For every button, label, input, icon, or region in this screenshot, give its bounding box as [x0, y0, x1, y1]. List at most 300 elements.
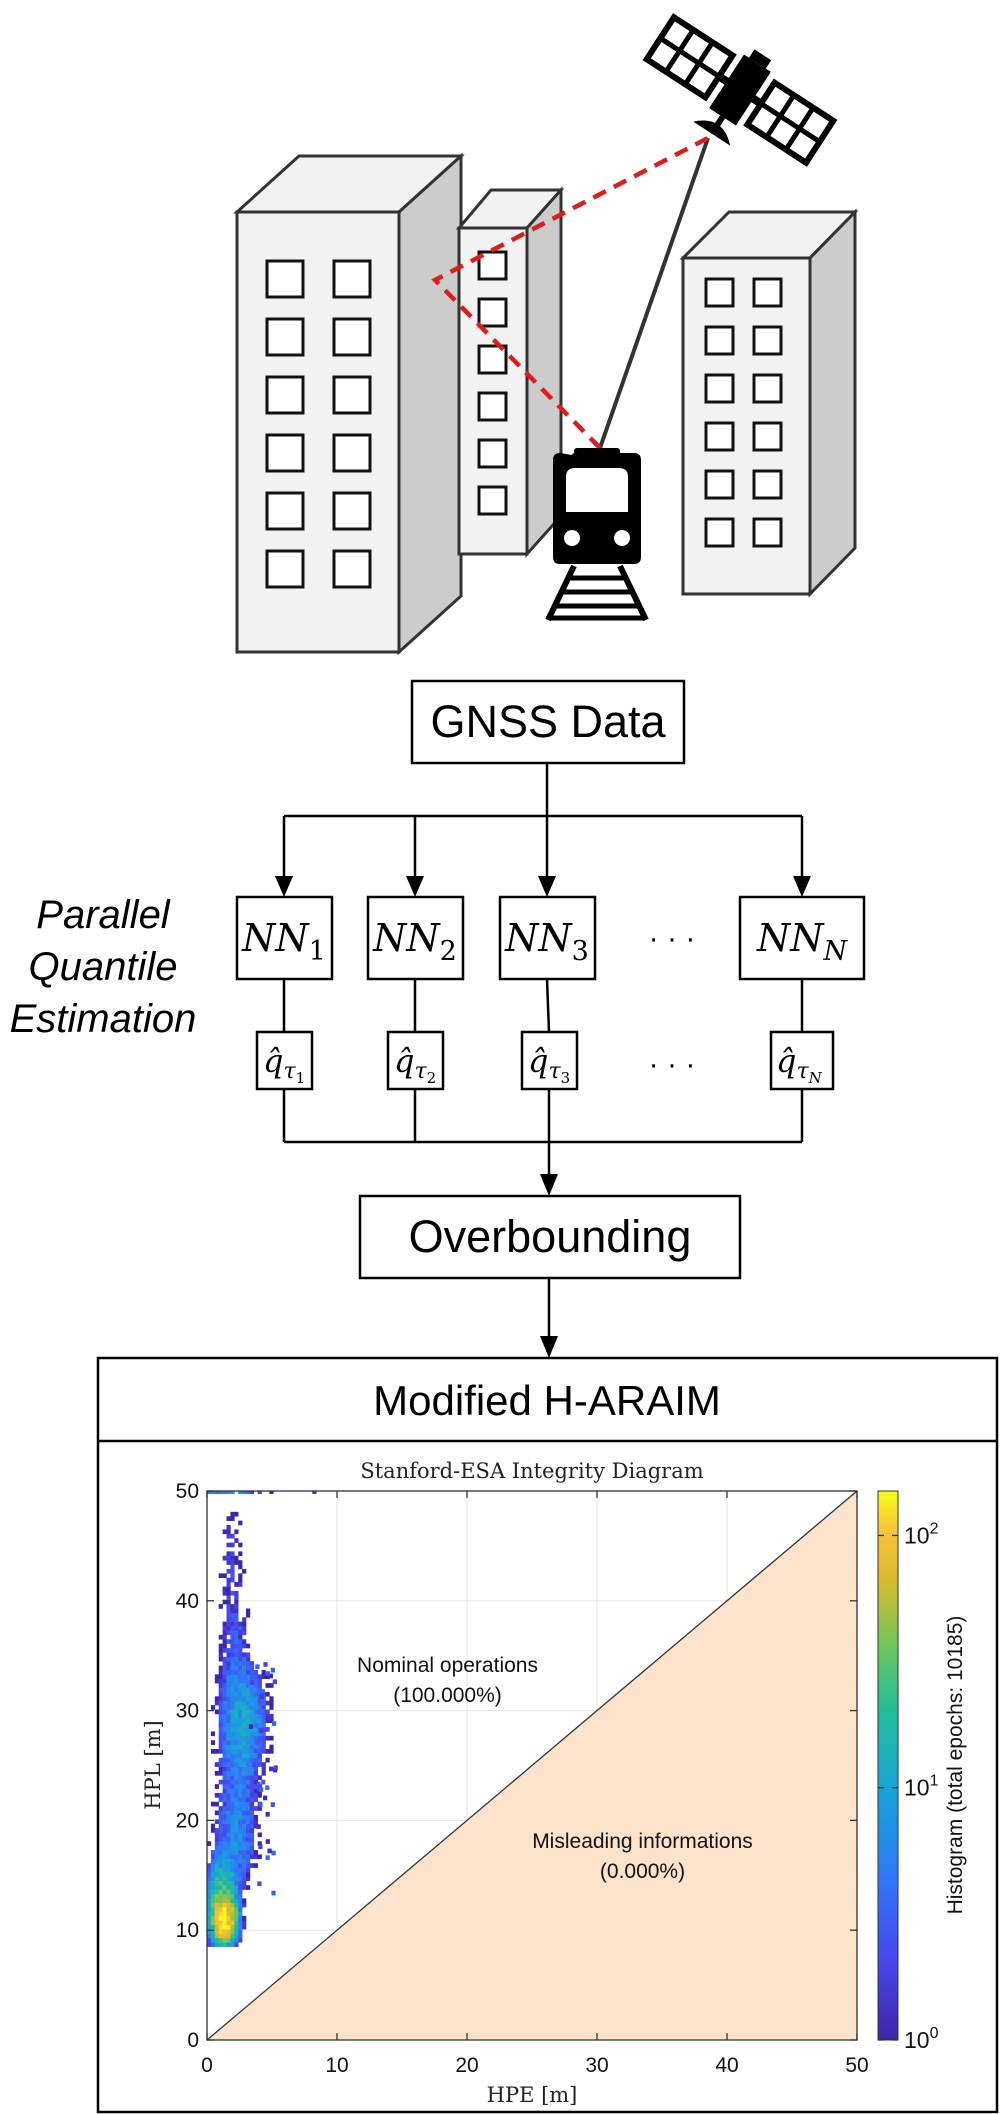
- density-cell: [223, 1688, 227, 1693]
- density-cell: [238, 1652, 242, 1657]
- density-cell: [238, 1841, 242, 1846]
- quantile-box-2: [388, 1032, 443, 1089]
- density-cell: [250, 1753, 254, 1758]
- density-cell: [234, 1802, 238, 1807]
- density-cell: [242, 1630, 246, 1635]
- density-cell: [215, 1837, 219, 1842]
- density-cell: [230, 1828, 234, 1833]
- density-cell: [254, 1753, 258, 1758]
- misleading-information-label: Misleading informations: [532, 1829, 753, 1853]
- density-cell: [227, 1551, 231, 1556]
- density-cell: [227, 1771, 231, 1776]
- density-cell: [211, 1749, 215, 1754]
- density-cell: [258, 1802, 262, 1807]
- x-axis-label: HPE [m]: [486, 2083, 578, 2107]
- density-cell: [223, 1731, 227, 1736]
- density-cell: [227, 1622, 231, 1627]
- side-label-line-2: Quantile: [28, 945, 178, 989]
- density-cell: [230, 1925, 234, 1930]
- density-cell: [242, 1806, 246, 1811]
- density-cell: [223, 1907, 227, 1912]
- density-cell: [250, 1692, 254, 1697]
- density-cell: [246, 1885, 250, 1890]
- density-cell: [234, 1925, 238, 1930]
- window-icon: [479, 440, 506, 467]
- colorbar: [878, 1491, 898, 2040]
- density-cell: [219, 1718, 223, 1723]
- density-cell: [246, 1688, 250, 1693]
- density-cell: [227, 1942, 231, 1947]
- density-cell: [219, 1863, 223, 1868]
- nominal-operations-percent: (100.000%): [393, 1684, 502, 1708]
- density-cell: [246, 1666, 250, 1671]
- density-cell: [242, 1710, 246, 1715]
- density-cell: [215, 1881, 219, 1886]
- density-cell: [234, 1846, 238, 1851]
- density-cell: [254, 1696, 258, 1701]
- density-cell: [234, 1512, 238, 1517]
- density-cell: [211, 1885, 215, 1890]
- density-cell: [238, 1753, 242, 1758]
- y-tick-label: 40: [175, 1589, 199, 1613]
- density-cell: [230, 1942, 234, 1947]
- density-cell: [254, 1767, 258, 1772]
- quantile-2-index: 2: [426, 1069, 437, 1087]
- density-cell: [258, 1753, 262, 1758]
- density-cell: [227, 1846, 231, 1851]
- density-cell: [254, 1688, 258, 1693]
- density-cell: [227, 1652, 231, 1657]
- density-cell: [262, 1767, 266, 1772]
- density-cell: [234, 1648, 238, 1653]
- density-cell: [227, 1534, 231, 1539]
- quantile-1-index: 1: [295, 1069, 306, 1087]
- density-cell: [238, 1639, 242, 1644]
- density-cell: [253, 1748, 257, 1753]
- density-cell: [234, 1767, 238, 1772]
- density-cell: [219, 1890, 223, 1895]
- overbounding-input-arrowhead: [540, 1174, 558, 1196]
- density-cell: [254, 1797, 258, 1802]
- density-cell: [258, 1674, 262, 1679]
- density-cell: [230, 1617, 234, 1622]
- density-cell: [227, 1793, 231, 1798]
- density-cell: [242, 1881, 246, 1886]
- density-cell: [242, 1925, 246, 1930]
- density-cell: [215, 1907, 219, 1912]
- density-cell: [242, 1666, 246, 1671]
- density-cell: [242, 1767, 246, 1772]
- density-cell: [223, 1846, 227, 1851]
- density-cell: [227, 1767, 231, 1772]
- quantile-1-tau: τ: [283, 1059, 296, 1084]
- window-icon: [267, 435, 303, 471]
- quantile-3-label: q̂: [528, 1042, 549, 1080]
- density-cell: [230, 1723, 234, 1728]
- density-cell: [258, 1758, 262, 1763]
- density-cell: [230, 1661, 234, 1666]
- density-cell: [219, 1745, 223, 1750]
- density-cell: [238, 1661, 242, 1666]
- density-cell: [266, 1692, 270, 1697]
- density-cell: [215, 1916, 219, 1921]
- density-cell: [234, 1560, 238, 1565]
- density-cell: [262, 1714, 266, 1719]
- density-cell: [242, 1854, 246, 1859]
- window-icon: [334, 319, 370, 355]
- density-cell: [223, 1780, 227, 1785]
- density-cell: [211, 1876, 215, 1881]
- density-cell: [267, 1849, 271, 1854]
- x-tick-label: 0: [201, 2054, 213, 2077]
- density-cell: [246, 1859, 250, 1864]
- density-cell: [227, 1556, 231, 1561]
- density-cell: [219, 1806, 223, 1811]
- density-cell: [238, 1688, 242, 1693]
- density-cell: [254, 1850, 258, 1855]
- window-icon: [479, 299, 506, 326]
- density-cell: [215, 1846, 219, 1851]
- building-middle-icon: [459, 190, 561, 554]
- density-cell: [250, 1661, 254, 1666]
- density-cell: [234, 1661, 238, 1666]
- density-cell: [242, 1811, 246, 1816]
- density-cell: [219, 1894, 223, 1899]
- density-cell: [258, 1762, 262, 1767]
- density-cell: [261, 1689, 265, 1694]
- density-cell: [262, 1674, 266, 1679]
- density-cell: [223, 1587, 227, 1592]
- network-3-label: NN: [505, 916, 572, 960]
- density-cell: [250, 1793, 254, 1798]
- density-cell: [234, 1701, 238, 1706]
- density-cell: [242, 1740, 246, 1745]
- density-cell: [211, 1802, 215, 1807]
- density-cell: [250, 1815, 254, 1820]
- quantile-3-tau: τ: [548, 1059, 561, 1084]
- density-cell: [250, 1701, 254, 1706]
- density-cell: [227, 1727, 231, 1732]
- density-cell: [230, 1912, 234, 1917]
- density-cell: [254, 1710, 258, 1715]
- density-cell: [230, 1938, 234, 1943]
- density-cell: [250, 1710, 254, 1715]
- y-tick-label: 0: [187, 2029, 199, 2052]
- density-cell: [219, 1797, 223, 1802]
- density-cell: [219, 1837, 223, 1842]
- density-cell: [250, 1832, 254, 1837]
- density-cell: [227, 1736, 231, 1741]
- density-cell: [223, 1933, 227, 1938]
- density-cell: [238, 1802, 242, 1807]
- density-cell: [234, 1657, 238, 1662]
- density-cell: [238, 1551, 242, 1556]
- density-cell: [271, 1891, 275, 1896]
- density-cell: [238, 1644, 242, 1649]
- density-cell: [227, 1784, 231, 1789]
- density-cell: [227, 1604, 231, 1609]
- network-box-2: [368, 897, 463, 979]
- density-cell: [211, 1828, 215, 1833]
- density-cell: [242, 1731, 246, 1736]
- density-cell: [223, 1639, 227, 1644]
- density-cell: [219, 1898, 223, 1903]
- density-cell: [238, 1863, 242, 1868]
- density-cell: [250, 1846, 254, 1851]
- density-cell: [215, 1710, 219, 1715]
- density-cell: [230, 1767, 234, 1772]
- density-cell: [215, 1938, 219, 1943]
- density-cell: [230, 1622, 234, 1627]
- density-cell: [223, 1837, 227, 1842]
- density-cell: [266, 1671, 270, 1676]
- y-tick-label: 30: [175, 1699, 199, 1723]
- density-cell: [238, 1938, 242, 1943]
- density-cell: [219, 1674, 223, 1679]
- density-cell: [246, 1705, 250, 1710]
- density-cell: [230, 1846, 234, 1851]
- density-cell: [234, 1920, 238, 1925]
- density-cell: [250, 1797, 254, 1802]
- density-cell: [227, 1543, 231, 1548]
- density-cell: [246, 1806, 250, 1811]
- density-cell: [227, 1608, 231, 1613]
- density-cell: [246, 1644, 250, 1649]
- density-cell: [230, 1784, 234, 1789]
- density-cell: [215, 1841, 219, 1846]
- density-cell: [230, 1789, 234, 1794]
- density-cell: [230, 1604, 234, 1609]
- density-cell: [242, 1832, 246, 1837]
- density-cell: [262, 1762, 266, 1767]
- side-label-line-3: Estimation: [9, 997, 197, 1041]
- density-cell: [238, 1630, 242, 1635]
- density-cell: [219, 1920, 223, 1925]
- gnss-to-networks-connector: [284, 763, 802, 880]
- density-cell: [223, 1753, 227, 1758]
- density-cell: [223, 1758, 227, 1763]
- window-icon: [754, 375, 781, 402]
- density-cell: [223, 1775, 227, 1780]
- density-cell: [215, 1832, 219, 1837]
- y-tick-label: 20: [175, 1809, 199, 1833]
- density-cell: [238, 1657, 242, 1662]
- density-cell: [215, 1920, 219, 1925]
- density-cell: [219, 1933, 223, 1938]
- density-cell: [234, 1938, 238, 1943]
- density-cell: [211, 1916, 215, 1921]
- density-cell: [246, 1802, 250, 1807]
- density-cell: [238, 1789, 242, 1794]
- density-cell: [242, 1789, 246, 1794]
- window-icon: [334, 551, 370, 587]
- density-cell: [266, 1839, 270, 1844]
- density-cell: [267, 1716, 271, 1721]
- density-cell: [211, 1705, 215, 1710]
- density-cell: [246, 1657, 250, 1662]
- density-cell: [230, 1534, 234, 1539]
- density-cell: [227, 1710, 231, 1715]
- density-cell: [230, 1512, 234, 1517]
- density-cell: [223, 1920, 227, 1925]
- density-cell: [227, 1789, 231, 1794]
- density-cell: [223, 1802, 227, 1807]
- density-cell: [215, 1859, 219, 1864]
- density-cell: [238, 1578, 242, 1583]
- density-cell: [254, 1736, 258, 1741]
- density-cell: [238, 1560, 242, 1565]
- density-cell: [215, 1701, 219, 1706]
- density-cell: [238, 1582, 242, 1587]
- density-cell: [238, 1811, 242, 1816]
- density-cell: [234, 1903, 238, 1908]
- density-cell: [242, 1797, 246, 1802]
- density-cell: [215, 1679, 219, 1684]
- density-cell: [234, 1797, 238, 1802]
- density-cell: [238, 1890, 242, 1895]
- density-cell: [242, 1622, 246, 1627]
- density-cell: [230, 1674, 234, 1679]
- density-cell: [230, 1626, 234, 1631]
- window-icon: [754, 423, 781, 450]
- density-cell: [238, 1898, 242, 1903]
- density-cell: [238, 1666, 242, 1671]
- density-cell: [234, 1762, 238, 1767]
- density-cell: [258, 1714, 262, 1719]
- density-cell: [238, 1714, 242, 1719]
- density-cell: [242, 1828, 246, 1833]
- chart-title: Stanford-ESA Integrity Diagram: [360, 1459, 704, 1483]
- density-cell: [234, 1556, 238, 1561]
- density-cell: [242, 1679, 246, 1684]
- density-cell: [238, 1907, 242, 1912]
- network-2-subscript: 2: [439, 936, 457, 967]
- density-cell: [227, 1920, 231, 1925]
- density-cell: [223, 1529, 227, 1534]
- density-cell: [234, 1639, 238, 1644]
- density-cell: [274, 1765, 278, 1770]
- density-cell: [227, 1749, 231, 1754]
- density-cell: [242, 1736, 246, 1741]
- density-cell: [211, 1863, 215, 1868]
- density-cell: [234, 1626, 238, 1631]
- density-cell: [215, 1942, 219, 1947]
- density-cell: [215, 1762, 219, 1767]
- density-cell: [254, 1683, 258, 1688]
- density-cell: [250, 1784, 254, 1789]
- density-cell: [227, 1881, 231, 1886]
- density-cell: [227, 1657, 231, 1662]
- density-cell: [223, 1815, 227, 1820]
- density-cell: [223, 1876, 227, 1881]
- density-cell: [234, 1894, 238, 1899]
- density-cell: [230, 1648, 234, 1653]
- density-cell: [223, 1626, 227, 1631]
- density-cell: [230, 1727, 234, 1732]
- density-cell: [223, 1679, 227, 1684]
- density-cell: [227, 1850, 231, 1855]
- density-cell: [223, 1670, 227, 1675]
- density-cell: [238, 1797, 242, 1802]
- density-cell: [266, 1812, 270, 1817]
- density-cell: [227, 1613, 231, 1618]
- density-cell: [219, 1771, 223, 1776]
- density-cell: [227, 1933, 231, 1938]
- density-cell: [219, 1573, 223, 1578]
- density-cell: [215, 1933, 219, 1938]
- density-cell: [223, 1806, 227, 1811]
- density-cell: [266, 1701, 270, 1706]
- density-cell: [261, 1780, 265, 1785]
- network-ellipsis: · · ·: [648, 922, 696, 955]
- density-cell: [254, 1714, 258, 1719]
- density-cell: [234, 1635, 238, 1640]
- density-cell: [238, 1815, 242, 1820]
- density-cell: [227, 1841, 231, 1846]
- density-cell: [238, 1749, 242, 1754]
- density-cell: [234, 1674, 238, 1679]
- density-cell: [246, 1863, 250, 1868]
- network-2-label: NN: [373, 916, 440, 960]
- quantile-n-index: N: [808, 1069, 822, 1087]
- density-cell: [215, 1868, 219, 1873]
- density-cell: [238, 1850, 242, 1855]
- density-cell: [246, 1710, 250, 1715]
- density-cell: [258, 1854, 262, 1859]
- window-icon: [267, 377, 303, 413]
- density-cell: [227, 1890, 231, 1895]
- density-cell: [250, 1802, 254, 1807]
- density-cell: [238, 1745, 242, 1750]
- network-box-3: [500, 897, 595, 979]
- density-cell: [223, 1868, 227, 1873]
- density-cell: [254, 1670, 258, 1675]
- density-cell: [234, 1538, 238, 1543]
- density-cell: [259, 1787, 263, 1792]
- colorbar-tick-label: $10^2$: [904, 1520, 939, 1549]
- density-cell: [230, 1736, 234, 1741]
- density-cell: [246, 1832, 250, 1837]
- density-cell: [215, 1793, 219, 1798]
- gnss-data-label: GNSS Data: [430, 696, 666, 747]
- density-cell: [246, 1692, 250, 1697]
- density-cell: [250, 1740, 254, 1745]
- density-cell: [230, 1718, 234, 1723]
- density-cell: [255, 1664, 259, 1669]
- density-cell: [230, 1890, 234, 1895]
- density-cell: [238, 1806, 242, 1811]
- density-cell: [219, 1644, 223, 1649]
- density-cell: [211, 1920, 215, 1925]
- density-cell: [234, 1881, 238, 1886]
- density-cell: [219, 1692, 223, 1697]
- density-cell: [219, 1710, 223, 1715]
- window-icon: [754, 471, 781, 498]
- density-cell: [242, 1837, 246, 1842]
- density-cell: [223, 1573, 227, 1578]
- density-cell: [219, 1876, 223, 1881]
- density-cell: [238, 1775, 242, 1780]
- density-cell: [223, 1784, 227, 1789]
- quantile-n-tau: τ: [796, 1059, 809, 1084]
- window-icon: [479, 487, 506, 514]
- density-cell: [238, 1832, 242, 1837]
- density-cell: [238, 1767, 242, 1772]
- density-cell: [246, 1815, 250, 1820]
- density-cell: [230, 1885, 234, 1890]
- density-cell: [230, 1613, 234, 1618]
- density-cell: [238, 1824, 242, 1829]
